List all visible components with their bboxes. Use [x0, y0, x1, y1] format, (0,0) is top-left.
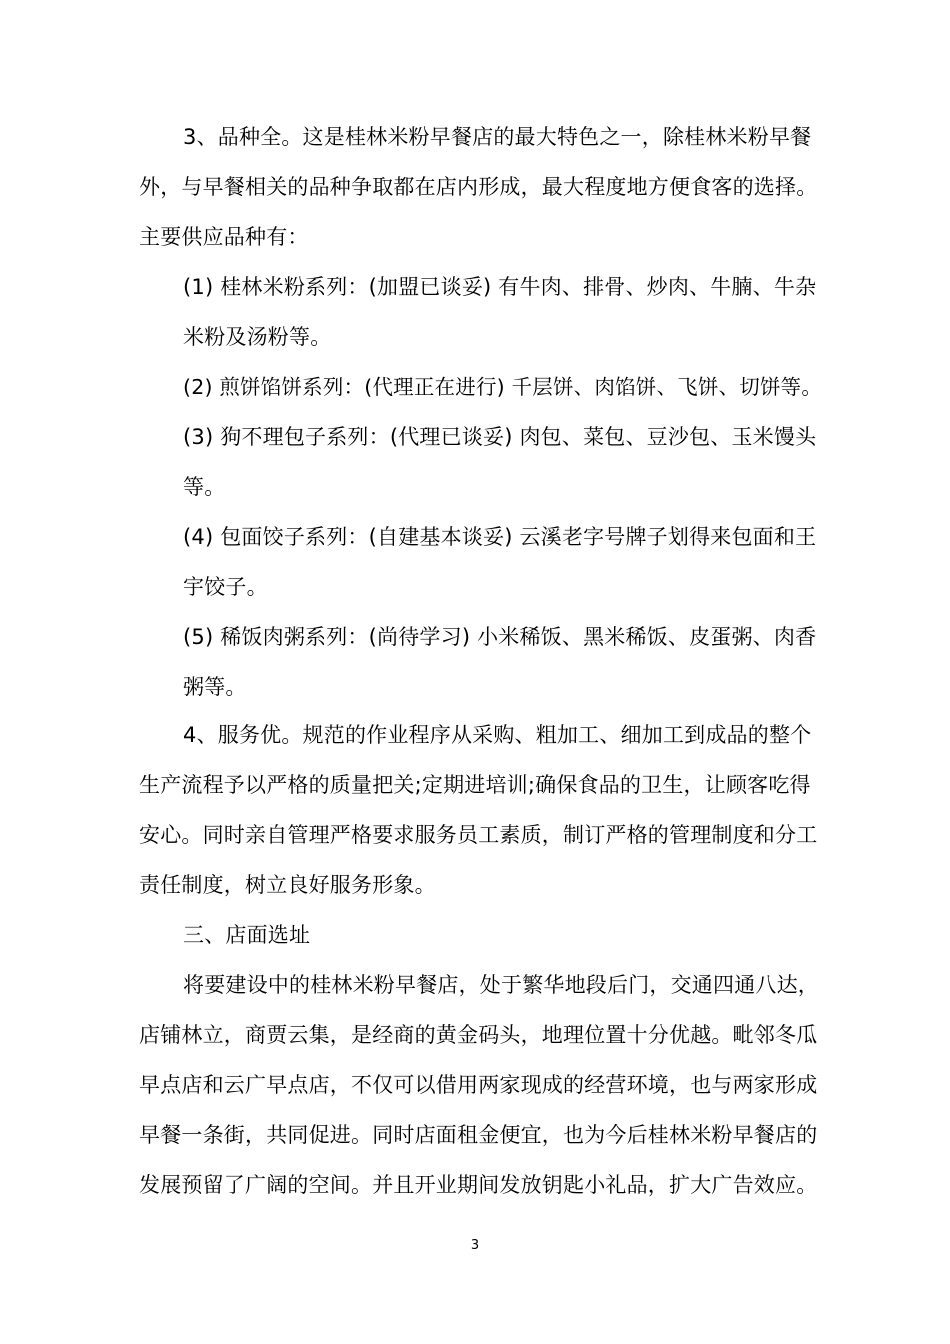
section-heading: 三、店面选址	[183, 923, 311, 947]
text-line: 店铺林立，商贾云集，是经商的黄金码头，地理位置十分优越。毗邻冬瓜	[139, 1023, 818, 1047]
text-line: 早点店和云广早点店，不仅可以借用两家现成的经营环境，也与两家形成	[139, 1073, 818, 1097]
list-item: (4) 包面饺子系列：(自建基本谈妥) 云溪老字号牌子划得来包面和王	[183, 525, 817, 549]
text-line: 3、品种全。这是桂林米粉早餐店的最大特色之一，除桂林米粉早餐	[183, 125, 812, 149]
list-item-continuation: 粥等。	[183, 675, 247, 699]
text-line: 生产流程予以严格的质量把关;定期进培训;确保食品的卫生，让顾客吃得	[139, 773, 811, 797]
text-line: 外，与早餐相关的品种争取都在店内形成，最大程度地方便食客的选择。	[139, 175, 818, 199]
list-item: (1) 桂林米粉系列：(加盟已谈妥) 有牛肉、排骨、炒肉、牛腩、牛杂	[183, 275, 817, 299]
text-line: 责任制度，树立良好服务形象。	[139, 873, 436, 897]
list-item: (2) 煎饼馅饼系列：(代理正在进行) 千层饼、肉馅饼、飞饼、切饼等。	[183, 375, 823, 399]
text-line: 将要建设中的桂林米粉早餐店，处于繁华地段后门，交通四通八达，	[183, 973, 819, 997]
list-item: (3) 狗不理包子系列：(代理已谈妥) 肉包、菜包、豆沙包、玉米馒头	[183, 425, 817, 449]
text-line: 主要供应品种有：	[139, 225, 309, 249]
text-line: 4、服务优。规范的作业程序从采购、粗加工、细加工到成品的整个	[183, 723, 812, 747]
page-number: 3	[470, 1238, 480, 1253]
text-line: 早餐一条街，共同促进。同时店面租金便宜，也为今后桂林米粉早餐店的	[139, 1123, 818, 1147]
text-line: 发展预留了广阔的空间。并且开业期间发放钥匙小礼品，扩大广告效应。	[139, 1173, 818, 1197]
list-item-continuation: 等。	[183, 475, 226, 499]
list-item-continuation: 宇饺子。	[183, 575, 268, 599]
list-item-continuation: 米粉及汤粉等。	[183, 325, 332, 349]
text-line: 安心。同时亲自管理严格要求服务员工素质，制订严格的管理制度和分工	[139, 823, 818, 847]
list-item: (5) 稀饭肉粥系列：(尚待学习) 小米稀饭、黑米稀饭、皮蛋粥、肉香	[183, 625, 817, 649]
